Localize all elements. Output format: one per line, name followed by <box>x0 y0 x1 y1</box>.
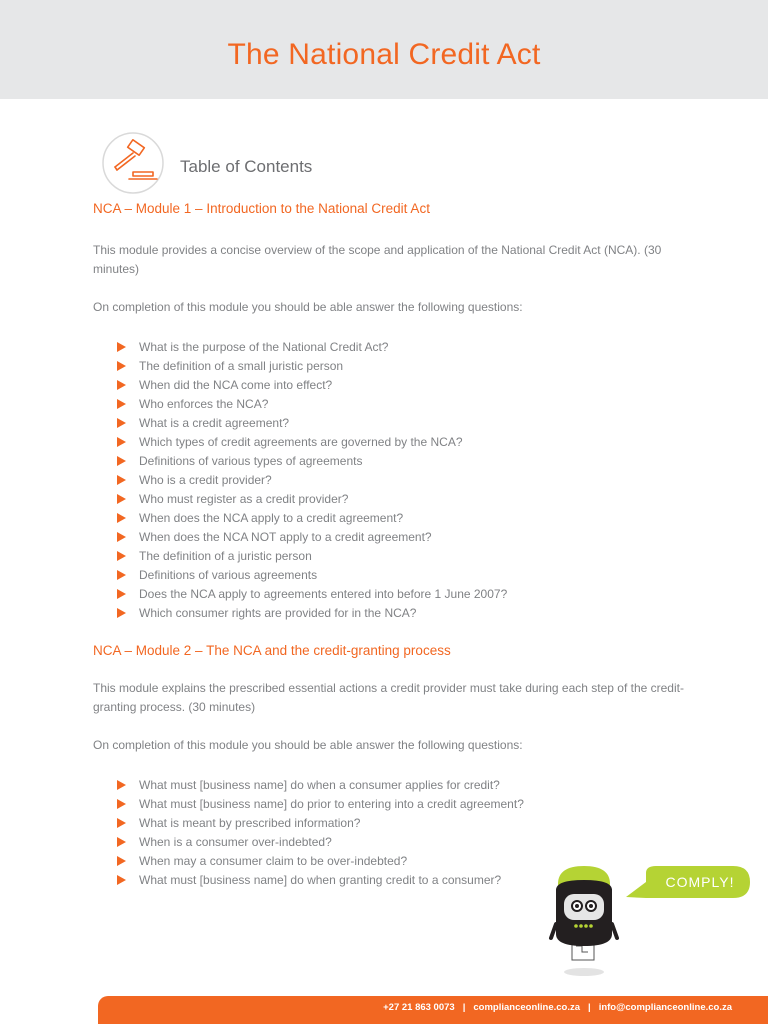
gavel-icon <box>97 131 167 195</box>
phone-number: +27 21 863 0073 <box>383 1002 455 1013</box>
module-1-description: This module provides a concise overview of the scope and application of the National Credit Act (NCA). (30 minutes) <box>93 243 662 276</box>
question-item: Definitions of various agreements <box>117 566 507 585</box>
module-2-description: This module explains the prescribed essential actions a credit provider must take during each step of the credit-granting process. (30 minutes) <box>93 681 684 714</box>
question-item: When is a consumer over-indebted? <box>117 833 524 852</box>
website-link[interactable]: complianceonline.co.za <box>473 1002 581 1013</box>
question-item: Which types of credit agreements are governed by the NCA? <box>117 433 507 452</box>
question-item: Who is a credit provider? <box>117 471 507 490</box>
header-banner <box>0 0 768 99</box>
question-item: What must [business name] do when a consumer applies for credit? <box>117 776 524 795</box>
toc-title: Table of Contents <box>180 157 313 176</box>
question-item: When did the NCA come into effect? <box>117 376 507 395</box>
question-item: Definitions of various types of agreements <box>117 452 507 471</box>
question-item: What must [business name] do prior to entering into a credit agreement? <box>117 795 524 814</box>
question-item: When may a consumer claim to be over-indebted? <box>117 852 524 871</box>
question-item: What must [business name] do when granting credit to a consumer? <box>117 871 524 890</box>
question-item: Who must register as a credit provider? <box>117 490 507 509</box>
module-2-intro: On completion of this module you should be able answer the following questions: <box>93 738 523 752</box>
question-item: When does the NCA apply to a credit agreement? <box>117 509 507 528</box>
module-2-question-list <box>117 776 524 890</box>
page-title: The National Credit Act <box>227 38 541 71</box>
footer-bar <box>98 996 768 1024</box>
question-item: The definition of a small juristic person <box>117 357 507 376</box>
question-item: The definition of a juristic person <box>117 547 507 566</box>
module-2-title: NCA – Module 2 – The NCA and the credit-granting process <box>93 643 451 658</box>
question-item: When does the NCA NOT apply to a credit agreement? <box>117 528 507 547</box>
module-1-question-list <box>117 338 507 623</box>
comply-badge <box>626 865 750 899</box>
comply-label: COMPLY! <box>665 874 735 890</box>
mascot-robot-icon <box>548 864 620 980</box>
question-item: Does the NCA apply to agreements entered into before 1 June 2007? <box>117 585 507 604</box>
email-link[interactable]: info@complianceonline.co.za <box>598 1002 732 1013</box>
contact-info <box>383 1002 732 1013</box>
question-item: What is the purpose of the National Credit Act? <box>117 338 507 357</box>
footer-separator: | <box>588 1002 591 1013</box>
module-1-intro: On completion of this module you should be able answer the following questions: <box>93 300 523 314</box>
question-item: What is a credit agreement? <box>117 414 507 433</box>
question-item: Who enforces the NCA? <box>117 395 507 414</box>
question-item: What is meant by prescribed information? <box>117 814 524 833</box>
module-1-title: NCA – Module 1 – Introduction to the National Credit Act <box>93 201 430 216</box>
footer-separator: | <box>462 1002 466 1013</box>
question-item: Which consumer rights are provided for in the NCA? <box>117 604 507 623</box>
